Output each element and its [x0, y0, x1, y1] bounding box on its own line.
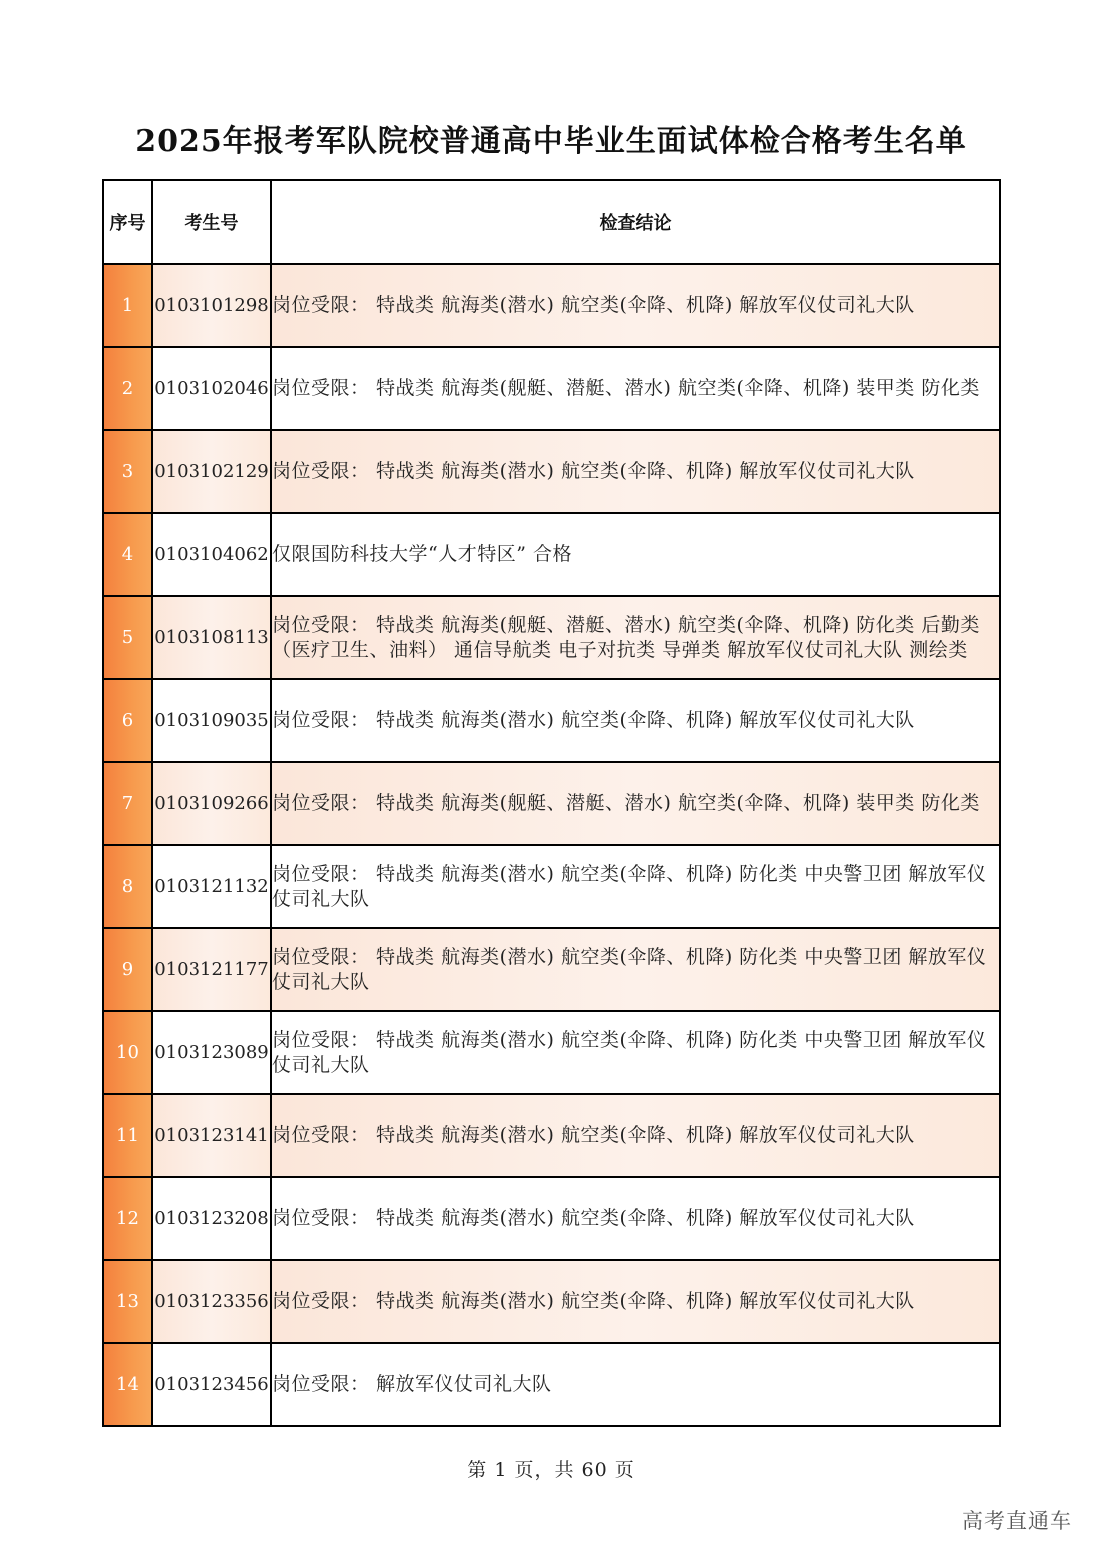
row-seq: 5 — [103, 596, 152, 679]
row-result: 岗位受限： 解放军仪仗司礼大队 — [271, 1343, 1000, 1426]
row-result: 岗位受限： 特战类 航海类(潜水) 航空类(伞降、机降) 解放军仪仗司礼大队 — [271, 1260, 1000, 1343]
row-candidate-id: 0103121177 — [152, 928, 271, 1011]
candidate-table — [102, 179, 1001, 1427]
table-row — [103, 1094, 1000, 1177]
row-seq: 13 — [103, 1260, 152, 1343]
row-result: 仅限国防科技大学“人才特区” 合格 — [271, 513, 1000, 596]
row-seq: 3 — [103, 430, 152, 513]
row-candidate-id: 0103123141 — [152, 1094, 271, 1177]
row-seq: 12 — [103, 1177, 152, 1260]
row-candidate-id: 0103101298 — [152, 264, 271, 347]
table-row — [103, 264, 1000, 347]
row-result: 岗位受限： 特战类 航海类(潜水) 航空类(伞降、机降) 防化类 中央警卫团 解放军仪仗司礼大队 — [271, 845, 1000, 928]
page-title: 2025年报考军队院校普通高中毕业生面试体检合格考生名单 — [135, 124, 967, 159]
row-candidate-id: 0103109266 — [152, 762, 271, 845]
table-row — [103, 845, 1000, 928]
row-result: 岗位受限： 特战类 航海类(舰艇、潜艇、潜水) 航空类(伞降、机降) 装甲类 防化类 — [271, 762, 1000, 845]
table-row — [103, 1177, 1000, 1260]
row-candidate-id: 0103123356 — [152, 1260, 271, 1343]
row-seq: 6 — [103, 679, 152, 762]
header-seq: 序号 — [103, 180, 152, 264]
row-seq: 11 — [103, 1094, 152, 1177]
table-row — [103, 928, 1000, 1011]
row-candidate-id: 0103123089 — [152, 1011, 271, 1094]
row-result: 岗位受限： 特战类 航海类(舰艇、潜艇、潜水) 航空类(伞降、机降) 防化类 后勤类（医疗卫生、油料） 通信导航类 电子对抗类 导弹类 解放军仪仗司礼大队 测绘类 — [271, 596, 1000, 679]
watermark: 高考直通车 — [962, 1509, 1072, 1533]
row-candidate-id: 0103109035 — [152, 679, 271, 762]
row-candidate-id: 0103108113 — [152, 596, 271, 679]
row-seq: 9 — [103, 928, 152, 1011]
page-footer: 第 1 页，共 60 页 — [467, 1459, 635, 1481]
row-candidate-id: 0103102046 — [152, 347, 271, 430]
row-seq: 7 — [103, 762, 152, 845]
row-seq: 14 — [103, 1343, 152, 1426]
table-row — [103, 679, 1000, 762]
table-row — [103, 430, 1000, 513]
row-candidate-id: 0103121132 — [152, 845, 271, 928]
row-result: 岗位受限： 特战类 航海类(舰艇、潜艇、潜水) 航空类(伞降、机降) 装甲类 防化类 — [271, 347, 1000, 430]
row-result: 岗位受限： 特战类 航海类(潜水) 航空类(伞降、机降) 防化类 中央警卫团 解放军仪仗司礼大队 — [271, 1011, 1000, 1094]
table-row — [103, 1011, 1000, 1094]
row-candidate-id: 0103123456 — [152, 1343, 271, 1426]
table-row — [103, 347, 1000, 430]
row-seq: 1 — [103, 264, 152, 347]
row-result: 岗位受限： 特战类 航海类(潜水) 航空类(伞降、机降) 解放军仪仗司礼大队 — [271, 430, 1000, 513]
table-row — [103, 762, 1000, 845]
header-result: 检查结论 — [271, 180, 1000, 264]
table-row — [103, 1343, 1000, 1426]
header-candidate-id: 考生号 — [152, 180, 271, 264]
row-seq: 2 — [103, 347, 152, 430]
row-candidate-id: 0103102129 — [152, 430, 271, 513]
row-seq: 10 — [103, 1011, 152, 1094]
row-result: 岗位受限： 特战类 航海类(潜水) 航空类(伞降、机降) 解放军仪仗司礼大队 — [271, 1177, 1000, 1260]
table-row — [103, 596, 1000, 679]
table-header-row — [103, 180, 1000, 264]
row-candidate-id: 0103123208 — [152, 1177, 271, 1260]
row-result: 岗位受限： 特战类 航海类(潜水) 航空类(伞降、机降) 解放军仪仗司礼大队 — [271, 679, 1000, 762]
row-candidate-id: 0103104062 — [152, 513, 271, 596]
row-seq: 8 — [103, 845, 152, 928]
row-result: 岗位受限： 特战类 航海类(潜水) 航空类(伞降、机降) 解放军仪仗司礼大队 — [271, 1094, 1000, 1177]
row-result: 岗位受限： 特战类 航海类(潜水) 航空类(伞降、机降) 解放军仪仗司礼大队 — [271, 264, 1000, 347]
table-row — [103, 513, 1000, 596]
row-result: 岗位受限： 特战类 航海类(潜水) 航空类(伞降、机降) 防化类 中央警卫团 解放军仪仗司礼大队 — [271, 928, 1000, 1011]
row-seq: 4 — [103, 513, 152, 596]
table-row — [103, 1260, 1000, 1343]
